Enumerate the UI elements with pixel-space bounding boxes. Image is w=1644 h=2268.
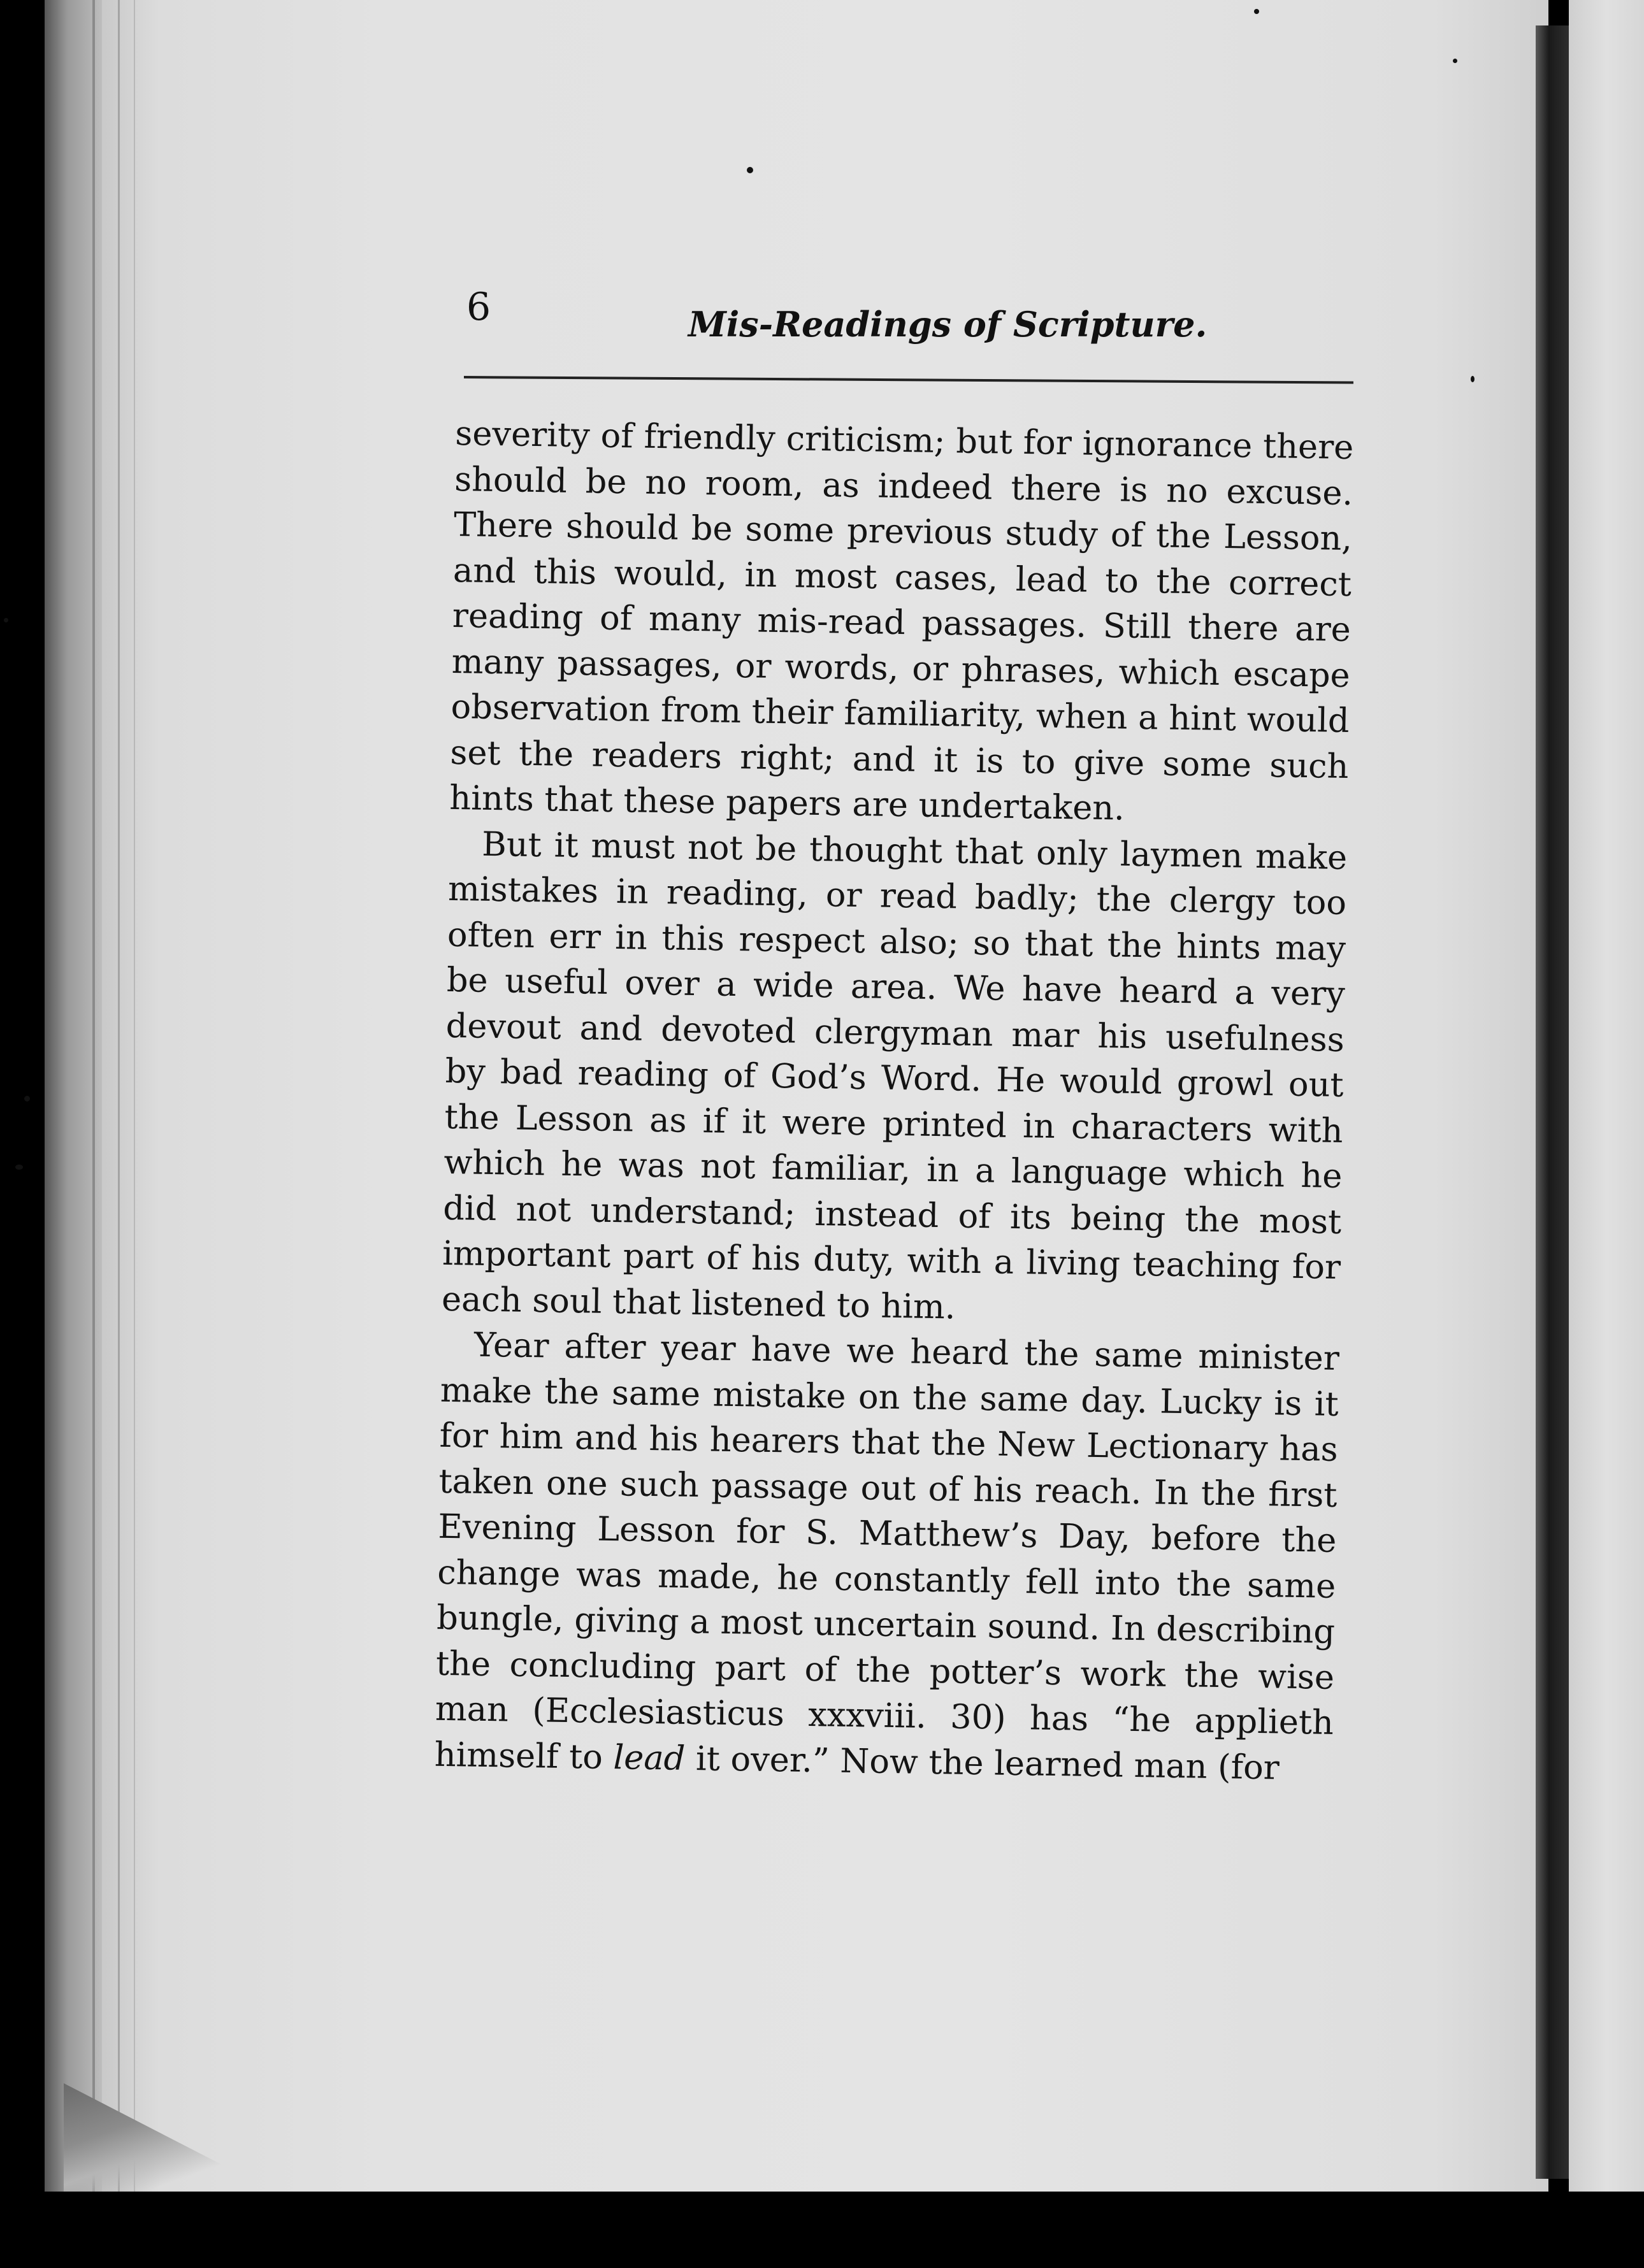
page-edge-line — [118, 0, 120, 2192]
gutter-shadow — [1536, 25, 1569, 2179]
dust-speck — [1471, 376, 1475, 382]
dust-speck — [15, 1165, 23, 1170]
paragraph: severity of friendly criticism; but for ignorance there should be no room, as indeed there is no excuse. There should be some previous study of the Lesson, and this would, in most cases, lead to the correct reading of many mis-read passages. Still there are many passages, or words, or phrases, which escape observation from their familiarity, when a hint would set the readers right; and it is to give some such hints that these papers are undertaken. — [449, 413, 1354, 828]
running-head: Mis-Readings of Scripture. — [688, 304, 1208, 345]
dust-speck — [1254, 9, 1259, 14]
body-text — [434, 411, 1354, 1791]
dust-speck — [24, 1096, 30, 1102]
dust-speck — [1453, 59, 1457, 63]
page-edge-line — [134, 0, 135, 2192]
italic-word: lead — [613, 1737, 686, 1778]
paragraph: But it must not be thought that only laymen make mistakes in reading, or read badly; the clergy too often err in this respect also; so that the hints may be useful over a wide area. We have heard a very devout and devoted clergyman mar his usefulness by bad reading of God’s Word. He would growl out the Lesson as if it were printed in characters with which he was not familiar, in a language which he did not understand; instead of its being the most important part of his duty, with a living teaching for each soul that listened to him. — [441, 824, 1348, 1326]
dust-speck — [4, 618, 8, 622]
dust-speck — [747, 167, 753, 173]
page-number: 6 — [466, 285, 491, 329]
page-edge-line — [92, 0, 95, 2192]
paragraph: Year after year have we heard the same minister make the same mistake on the same day. Lucky is it for him and his hearers that the New Lectionary has taken one such passage out of his reach. In the first Evening Lesson for S. Matthew’s Day, before the change was made, he constantly fell into the same bungle, giving a most uncertain sound. In describing the concluding part of the potter’s work the wise man (Ecclesiasticus xxxviii. 30) has “he applieth himself to lead it over.” Now the learned man (for — [434, 1325, 1340, 1788]
facing-page-edge — [1569, 0, 1644, 2192]
